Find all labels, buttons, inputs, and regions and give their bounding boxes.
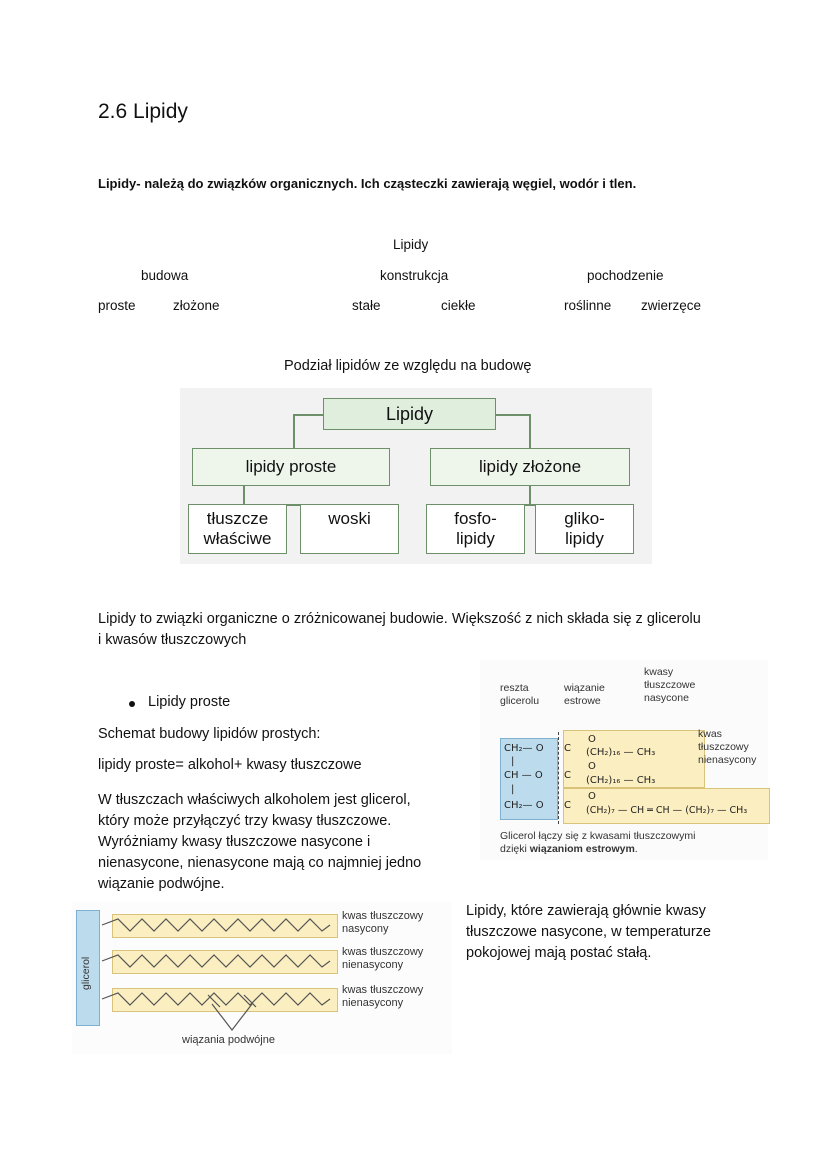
- intro-text: Lipidy- należą do związków organicznych. Ich cząsteczki zawierają węgiel, wodór i tlen.: [98, 176, 637, 191]
- chem-row2-o: O: [588, 761, 596, 772]
- chem-bond-line-2: |: [511, 784, 515, 795]
- ester-caption: Glicerol łączy się z kwasami tłuszczowymi dzięki wiązaniom estrowym.: [500, 830, 696, 855]
- diagram-fosfolipidy: fosfo-lipidy: [426, 504, 525, 554]
- chem-row2-left: CH — O: [504, 770, 543, 781]
- glycerol-bar-label: glicerol: [80, 956, 92, 990]
- bullet-lipidy-proste: Lipidy proste: [148, 694, 231, 710]
- label-kwas-nienasycony-1: kwas tłuszczowy nienasycony: [342, 946, 424, 971]
- diagram-woski: woski: [300, 504, 399, 554]
- paragraph-lipids: Lipidy to związki organiczne o zróżnicowanej budowie. Większość z nich składa się z glicerolu i kwasów tłuszczowych: [98, 611, 701, 648]
- item-zwierzece: zwierzęce: [641, 298, 702, 313]
- label-kwas-nienasycony: kwas tłuszczowy nienasycony: [698, 728, 757, 766]
- category-budowa: budowa: [141, 268, 189, 283]
- zigzag-saturated: [102, 919, 330, 931]
- diagram-caption: Podział lipidów ze względu na budowę: [284, 358, 532, 374]
- label-reszta-glicerolu: reszta glicerolu: [500, 682, 540, 707]
- solid-fats-note: Lipidy, które zawierają głównie kwasy tłuszczowe nasycone, w temperaturze pokojowej mają postać stałą.: [466, 903, 711, 961]
- classification-root: Lipidy: [393, 237, 429, 252]
- item-zlozone: złożone: [173, 298, 220, 313]
- lipid-structure-diagram: [180, 388, 652, 564]
- chem-row3-c: C: [564, 800, 571, 811]
- double-bond-pointer: [212, 1004, 252, 1030]
- chem-row1-right: (CH₂)₁₆ — CH₃: [586, 747, 656, 758]
- category-pochodzenie: pochodzenie: [587, 268, 664, 283]
- chem-row2-c: C: [564, 770, 571, 781]
- diagram-lipidy-proste: lipidy proste: [192, 448, 390, 486]
- formula-text: lipidy proste= alkohol+ kwasy tłuszczowe: [98, 757, 362, 773]
- diagram-root-lipidy: Lipidy: [323, 398, 496, 430]
- item-stale: stałe: [352, 298, 381, 313]
- label-wiazanie-estrowe: wiązanie estrowe: [564, 682, 605, 707]
- category-konstrukcja: konstrukcja: [380, 268, 449, 283]
- chem-row2-right: (CH₂)₁₆ — CH₃: [586, 775, 656, 786]
- bullet-dot: [129, 701, 135, 707]
- diagram-lipidy-zlozone: lipidy złożone: [430, 448, 630, 486]
- label-wiazania-podwojne: wiązania podwójne: [182, 1034, 275, 1046]
- page-title: 2.6 Lipidy: [98, 100, 188, 123]
- schema-label: Schemat budowy lipidów prostych:: [98, 726, 321, 742]
- chem-row1-o: O: [588, 734, 596, 745]
- chem-row1-left: CH₂— O: [504, 743, 544, 754]
- zigzag-unsaturated-1: [102, 955, 330, 967]
- label-kwas-nasycony: kwas tłuszczowy nasycony: [342, 910, 424, 935]
- item-proste: proste: [98, 298, 136, 313]
- chem-row3-left: CH₂— O: [504, 800, 544, 811]
- chem-row3-o: O: [588, 791, 596, 802]
- label-kwas-nienasycony-2: kwas tłuszczowy nienasycony: [342, 984, 424, 1009]
- chem-bond-line-1: |: [511, 756, 515, 767]
- item-ciekle: ciekłe: [441, 298, 476, 313]
- chem-row1-c: C: [564, 743, 571, 754]
- diagram-tluszcze-wlasciwe: tłuszcze właściwe: [188, 504, 287, 554]
- diagram-glikolipidy: gliko-lipidy: [535, 504, 634, 554]
- fatty-acid-figure: [72, 902, 452, 1054]
- item-roslinne: roślinne: [564, 298, 612, 313]
- ester-bond-figure: [480, 660, 768, 860]
- chem-row3-right: (CH₂)₇ — CH ═ CH — (CH₂)₇ — CH₃: [586, 805, 748, 816]
- ester-bond-line: [558, 732, 559, 824]
- description-text: W tłuszczach właściwych alkoholem jest glicerol, który może przyłączyć trzy kwasy tłuszczowe. Wyróżniamy kwasy tłuszczowe nasycone i nienasycone, nienasycone mają co najmniej jedno wiązanie podwójne.: [98, 792, 422, 892]
- label-kwasy-nasycone: kwasy tłuszczowe nasycone: [644, 666, 696, 704]
